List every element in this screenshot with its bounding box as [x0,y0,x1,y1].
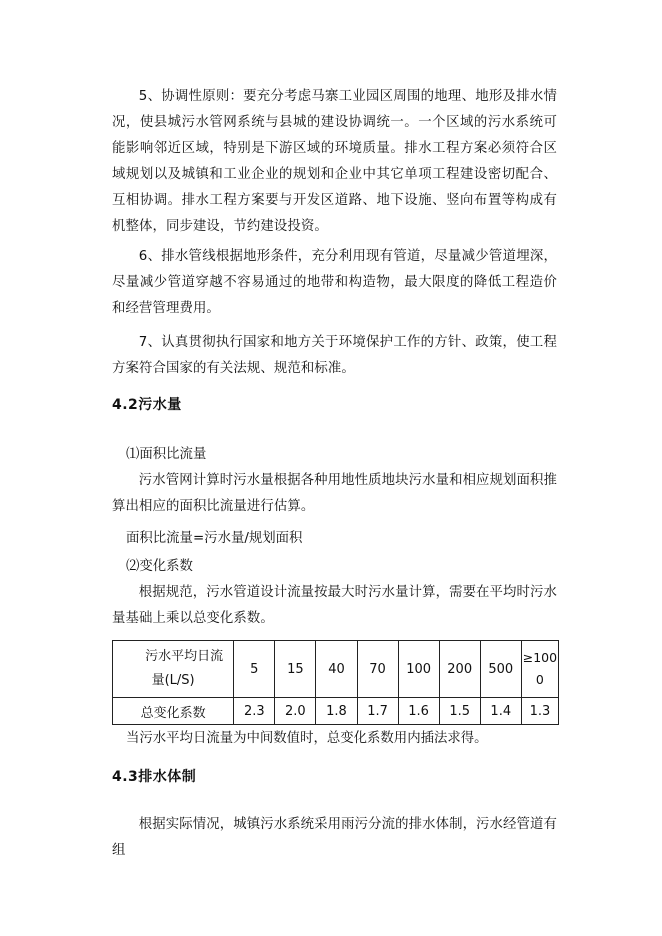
table-cell: 1.5 [439,698,480,725]
variation-coefficient-table [112,640,559,725]
paragraph-principle-5: 5、协调性原则：要充分考虑马寨工业园区周围的地理、地形及排水情况，使县城污水管网系统与县城的建设协调统一。一个区域的污水系统可能影响邻近区域，特别是下游区域的环境质量。排水工程方案必须符合区域规划以及城镇和工业企业的规划和企业中其它单项工程建设密切配合、互相协调。排水工程方案要与开发区道路、地下设施、竖向布置等构成有机整体，同步建设，节约建设投资。 [112,89,557,234]
paragraph-principle-6: 6、排水管线根据地形条件，充分利用现有管道，尽量减少管道埋深，尽量减少管道穿越不容易通过的地带和构造物，最大限度的降低工程造价和经营管理费用。 [112,249,557,316]
interpolation-note: 当污水平均日流量为中间数值时，总变化系数用内插法求得。 [126,731,488,746]
table-cell: 2.0 [275,698,316,725]
table-cell: 15 [275,641,316,698]
table-cell: 100 [398,641,439,698]
item2-title: ⑵变化系数 [126,559,193,574]
paragraph-principle-7: 7、认真贯彻执行国家和地方关于环境保护工作的方针、政策，使工程方案符合国家的有关法规、规范和标准。 [112,335,557,376]
section-heading-4-3: 4.3排水体制 [112,769,197,785]
item1-body: 污水管网计算时污水量根据各种用地性质地块污水量和相应规划面积推算出相应的面积比流量进行估算。 [112,473,558,514]
table-cell: 40 [316,641,357,698]
table-cell: 5 [234,641,275,698]
table-cell: 200 [439,641,480,698]
table-header-coefficient: 总变化系数 [113,698,234,725]
table-cell: 1.7 [357,698,398,725]
table-cell: 70 [357,641,398,698]
table-row-flow [113,641,559,698]
table-cell: 1.3 [521,698,558,725]
item2-body: 根据规范，污水管道设计流量按最大时污水量计算，需要在平均时污水量基础上乘以总变化系数。 [112,585,558,626]
formula-line: 面积比流量=污水量/规划面积 [126,531,303,546]
table-cell: 1.8 [316,698,357,725]
item1-title: ⑴面积比流量 [126,447,207,462]
table-cell: 1.4 [480,698,521,725]
section-4-3-body: 根据实际情况，城镇污水系统采用雨污分流的排水体制，污水经管道有组 [112,817,558,858]
table-cell: 500 [480,641,521,698]
table-row-coefficient [113,698,559,725]
table-header-flow: 污水平均日流 量(L/S) [113,641,234,698]
table-cell: ≥1000 [521,641,558,698]
section-heading-4-2: 4.2污水量 [112,397,182,413]
table-cell: 1.6 [398,698,439,725]
table-cell: 2.3 [234,698,275,725]
